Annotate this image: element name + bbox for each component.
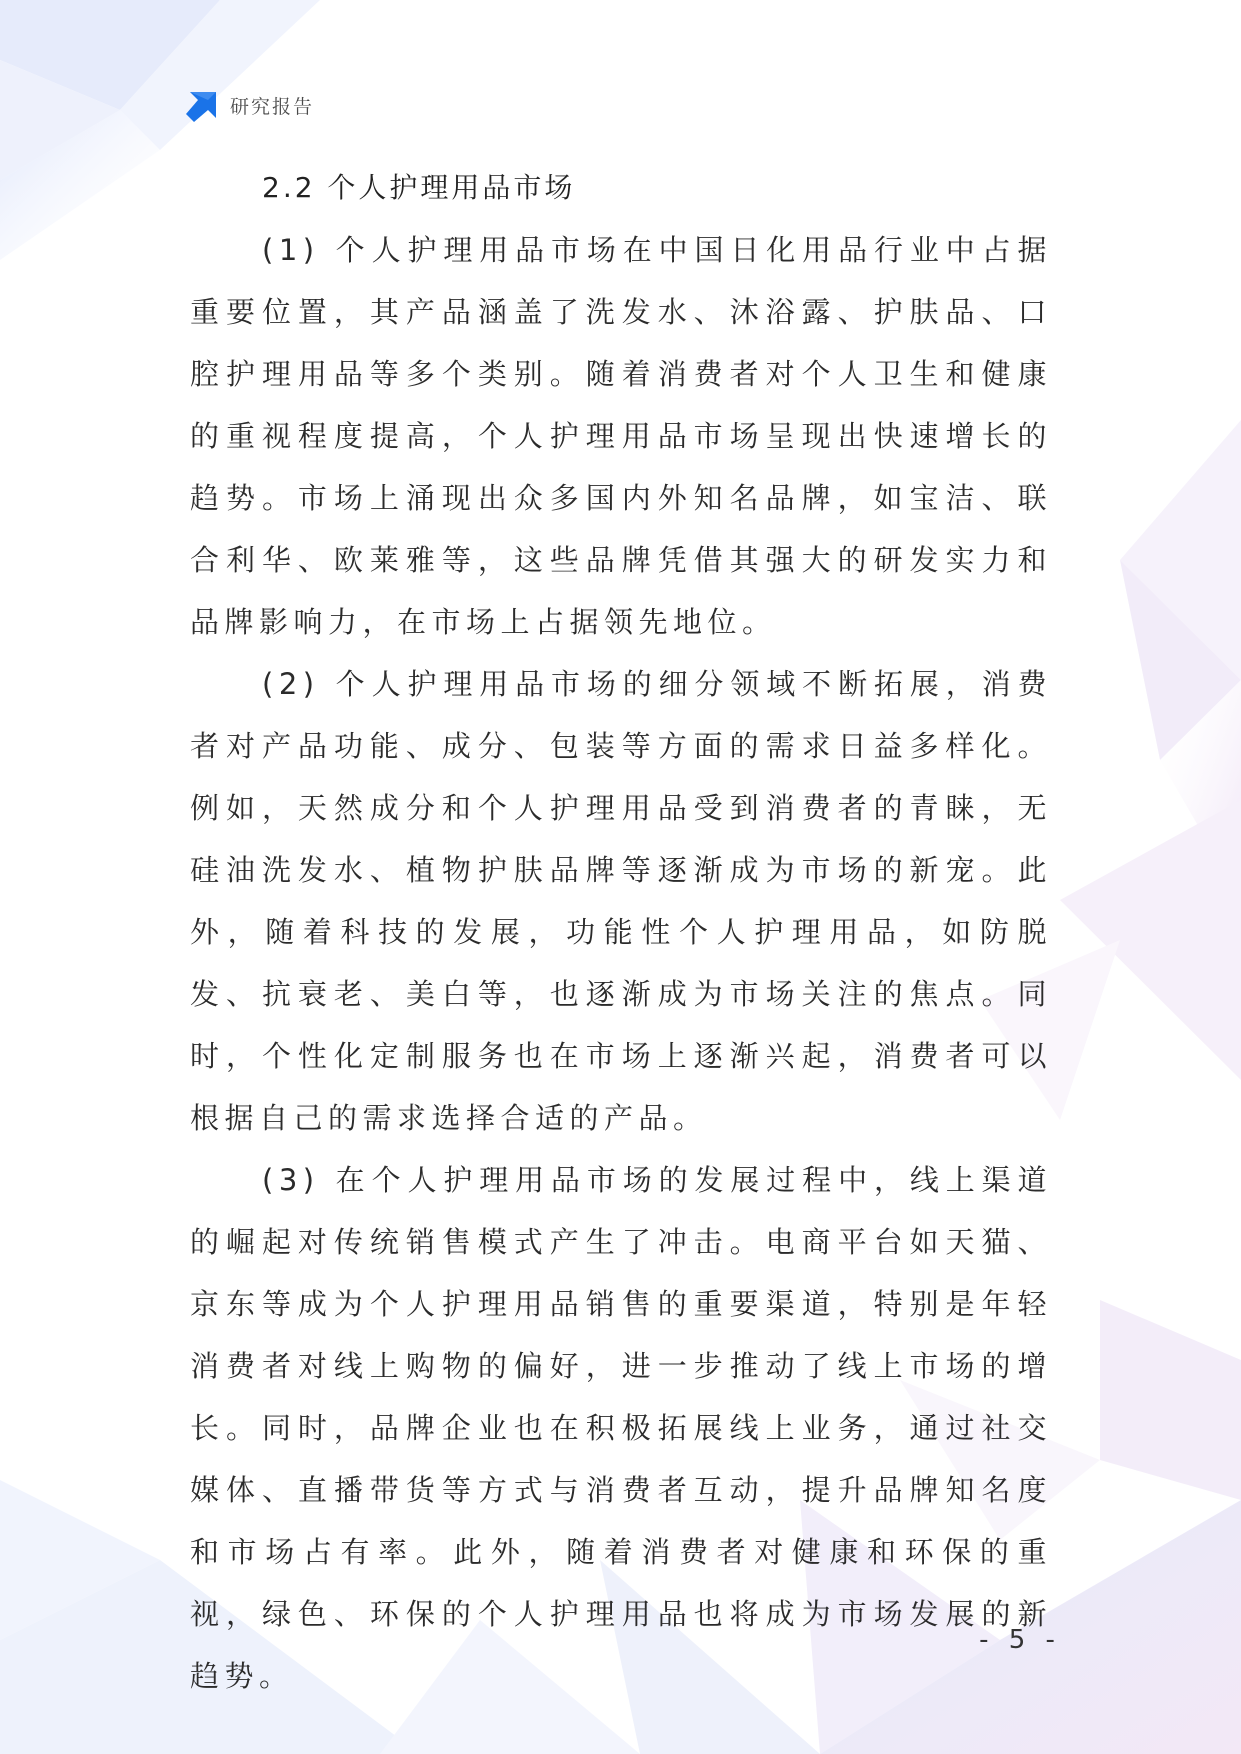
paragraph-2: (2) 个人护理用品市场的细分领域不断拓展，消费者对产品功能、成分、包装等方面的需求日益多样化。例如，天然成分和个人护理用品受到消费者的青睐，无硅油洗发水、植物护肤品牌等逐渐成为市场的新宠。此外，随着科技的发展，功能性个人护理用品，如防脱发、抗衰老、美白等，也逐渐成为市场关注的焦点。同时，个性化定制服务也在市场上逐渐兴起，消费者可以根据自己的需求选择合适的产品。 (190, 667, 1052, 1135)
document-body (190, 157, 1052, 1707)
header-title: 研究报告 (230, 95, 315, 118)
page-number: - 5 - (979, 1625, 1061, 1655)
paragraph-1: (1) 个人护理用品市场在中国日化用品行业中占据重要位置，其产品涵盖了洗发水、沐浴露、护肤品、口腔护理用品等多个类别。随着消费者对个人卫生和健康的重视程度提高，个人护理用品市场呈现出快速增长的趋势。市场上涌现出众多国内外知名品牌，如宝洁、联合利华、欧莱雅等，这些品牌凭借其强大的研发实力和品牌影响力，在市场上占据领先地位。 (190, 233, 1052, 639)
paragraph-3: (3) 在个人护理用品市场的发展过程中，线上渠道的崛起对传统销售模式产生了冲击。电商平台如天猫、京东等成为个人护理用品销售的重要渠道，特别是年轻消费者对线上购物的偏好，进一步推动了线上市场的增长。同时，品牌企业也在积极拓展线上业务，通过社交媒体、直播带货等方式与消费者互动，提升品牌知名度和市场占有率。此外，随着消费者对健康和环保的重视，绿色、环保的个人护理用品也将成为市场发展的新趋势。 (190, 1163, 1052, 1693)
arrow-up-right-icon (186, 88, 220, 122)
page-header (186, 88, 314, 122)
section-title: 2.2 个人护理用品市场 (262, 171, 576, 204)
